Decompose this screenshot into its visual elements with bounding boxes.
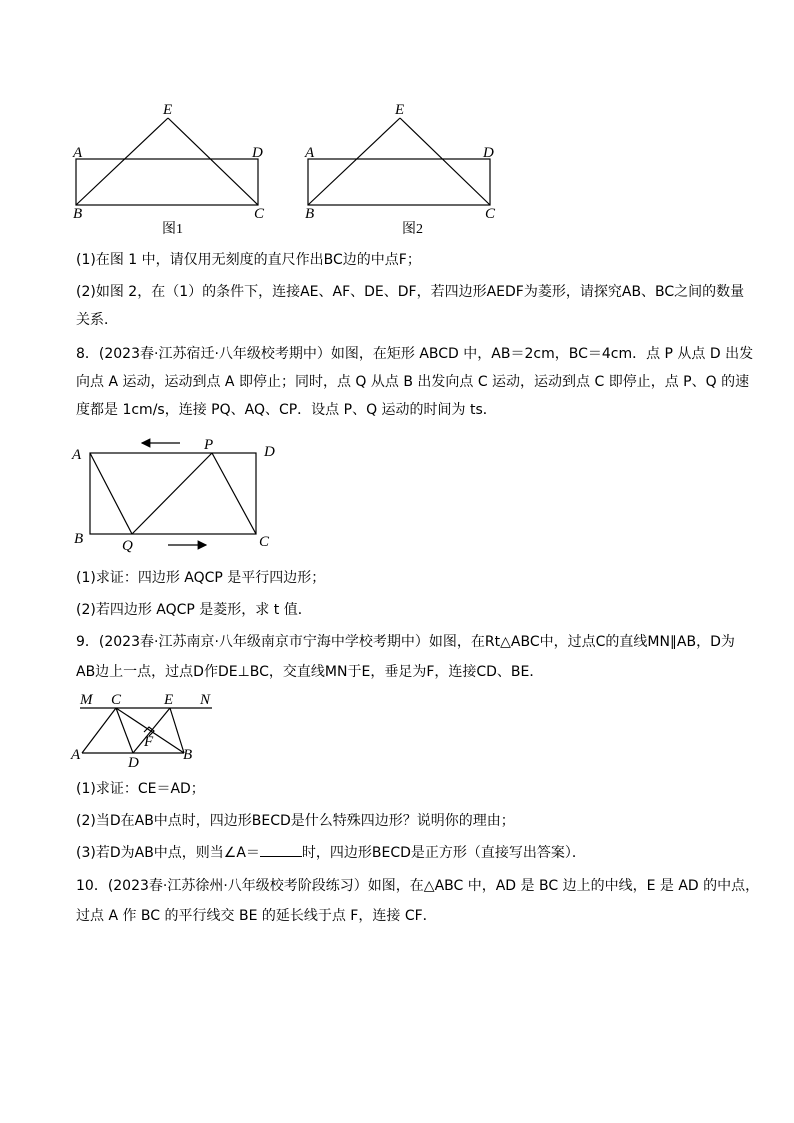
- q8-stem-line-1: 8．(2023春·江苏宿迁·八年级校考期中）如图，在矩形 ABCD 中，AB＝2cm，BC＝4cm．点 P 从点 D 出发: [76, 346, 754, 362]
- q9-stem-line-2: AB边上一点，过点D作DE⊥BC，交直线MN于E，垂足为F，连接CD、BE．: [76, 664, 544, 680]
- label-q: Q: [122, 538, 133, 554]
- label-e: E: [164, 692, 174, 708]
- label-n: N: [200, 692, 211, 708]
- q7-part-2-line-2: 关系．: [76, 312, 118, 328]
- label-b: B: [73, 206, 83, 222]
- q9-part-1: (1)求证：CE＝AD；: [76, 781, 205, 797]
- rectangle-abcd: [76, 159, 258, 205]
- label-m: M: [80, 692, 93, 708]
- label-b: B: [183, 747, 193, 763]
- q8-stem-line-2: 向点 A 运动，运动到点 A 即停止；同时，点 Q 从点 B 出发向点 C 运动，运动到点 C 即停止，点 P、Q 的速: [76, 374, 750, 390]
- label-d: D: [252, 145, 263, 161]
- q9-part-3-tail: 时，四边形BECD是正方形（直接写出答案）．: [301, 845, 586, 861]
- q9-part-3: [76, 839, 736, 867]
- segment-pc: [212, 453, 256, 534]
- q8-stem-line-3: 度都是 1cm/s，连接 PQ、AQ、CP．设点 P、Q 运动的时间为 ts．: [76, 402, 497, 418]
- label-e: E: [163, 102, 173, 118]
- figure-2-caption: 图2: [402, 222, 423, 237]
- label-c: C: [111, 692, 122, 708]
- q10-stem-line-1: 10．(2023春·江苏徐州·八年级校考阶段练习）如图，在△ABC 中，AD 是 BC 边上的中线，E 是 AD 的中点，: [76, 878, 760, 894]
- label-b: B: [305, 206, 315, 222]
- figure-1: [60, 96, 280, 236]
- rectangle-abcd: [90, 453, 256, 534]
- rectangle-abcd: [308, 159, 490, 205]
- label-d: D: [264, 444, 275, 460]
- q8-figure: [66, 432, 296, 557]
- segment-ec: [400, 118, 490, 205]
- label-d: D: [128, 755, 139, 771]
- answer-blank: [260, 842, 302, 857]
- q7-part-2-line-1: (2)如图 2，在（1）的条件下，连接AE、AF、DE、DF，若四边形AEDF为菱形，请探究AB、BC之间的数量: [76, 284, 745, 300]
- figure-1-caption: 图1: [162, 222, 183, 237]
- label-e: E: [395, 102, 405, 118]
- q8-part-1: (1)求证：四边形 AQCP 是平行四边形；: [76, 570, 326, 586]
- segment-be: [76, 118, 168, 205]
- label-a: A: [73, 145, 83, 161]
- q7-part-1: (1)在图 1 中，请仅用无刻度的直尺作出BC边的中点F；: [76, 252, 421, 268]
- segment-qp: [132, 453, 212, 534]
- q8-part-2: (2)若四边形 AQCP 是菱形，求 t 值．: [76, 602, 312, 618]
- label-f: F: [144, 734, 154, 750]
- figure-2: [290, 96, 510, 236]
- q9-part-3-lead: (3)若D为AB中点，则当∠A＝: [76, 845, 260, 861]
- label-c: C: [254, 206, 265, 222]
- label-a: A: [71, 747, 81, 763]
- q9-stem-line-1: 9．(2023春·江苏南京·八年级南京市宁海中学校考期中）如图，在Rt△ABC中，过点C的直线MN∥AB，D为: [76, 634, 735, 650]
- q10-stem-line-2: 过点 A 作 BC 的平行线交 BE 的延长线于点 F，连接 CF．: [76, 908, 437, 924]
- segment-eb: [170, 708, 184, 753]
- q9-part-2: (2)当D在AB中点时，四边形BECD是什么特殊四边形？说明你的理由；: [76, 813, 515, 829]
- label-c: C: [259, 534, 270, 550]
- label-p: P: [204, 437, 214, 453]
- q9-figure: [66, 688, 226, 773]
- label-b: B: [74, 531, 84, 547]
- segment-be: [308, 118, 400, 205]
- segment-cd: [116, 708, 133, 753]
- label-a: A: [72, 447, 82, 463]
- label-d: D: [483, 145, 494, 161]
- label-c: C: [485, 206, 496, 222]
- label-a: A: [305, 145, 315, 161]
- segment-ec: [168, 118, 258, 205]
- segment-aq: [90, 453, 132, 534]
- segment-ac: [82, 708, 116, 753]
